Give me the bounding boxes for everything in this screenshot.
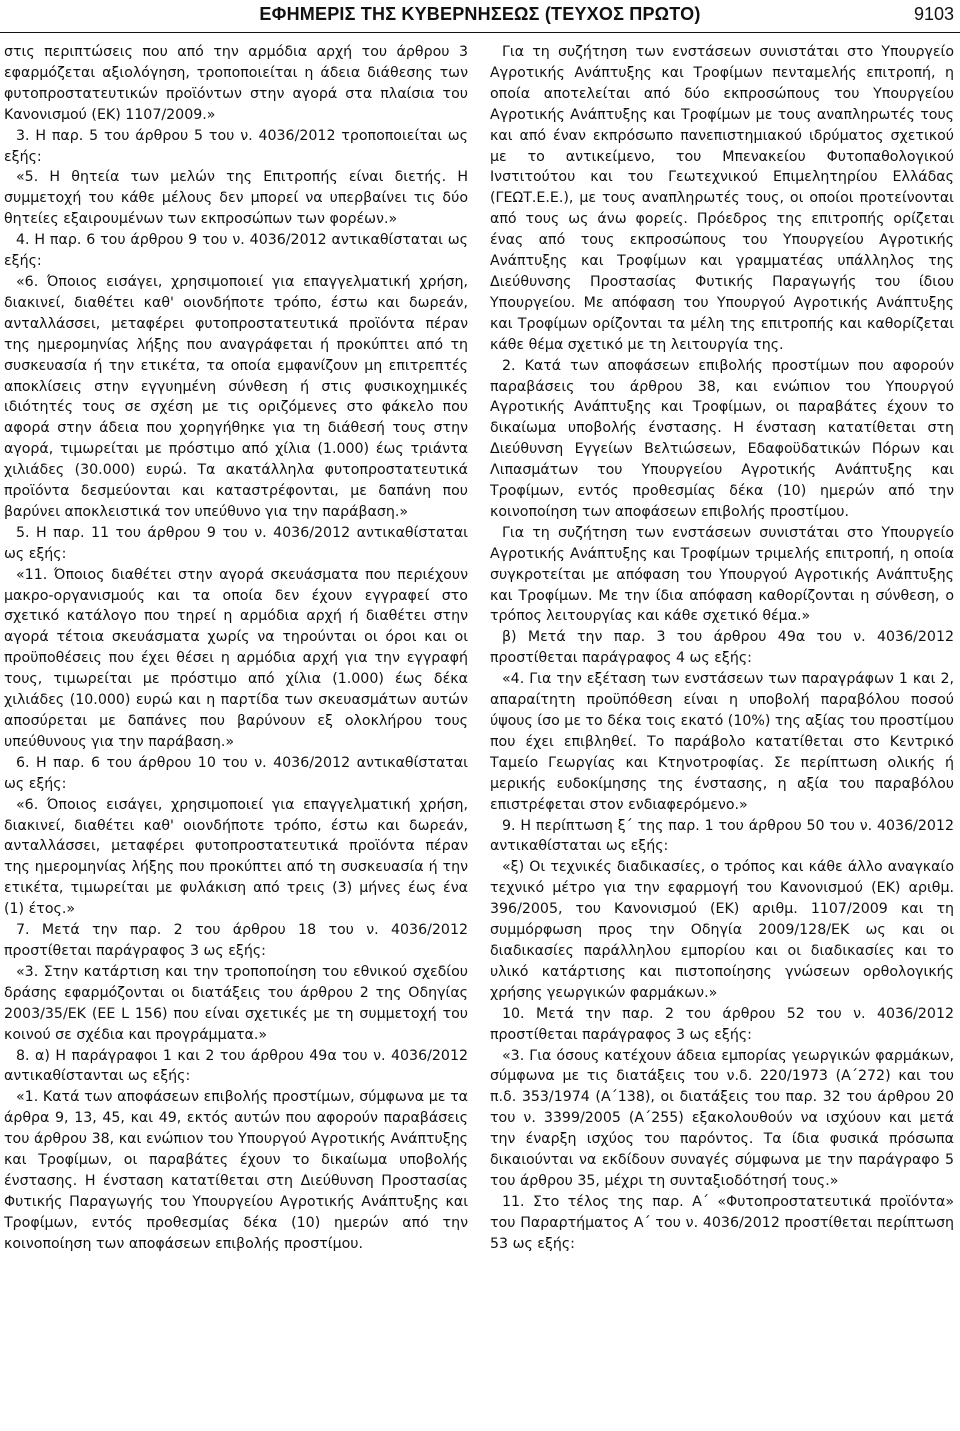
paragraph: 2. Κατά των αποφάσεων επιβολής προστίμων που αφορούν παραβάσεις του άρθρου 38, και ενώπιον του Υπουργού Αγροτικής Ανάπτυξης και Τροφίμων, οι παραβάτες έχουν το δικαίωμα υποβολής ένστασης. Η ένσταση κατατίθεται στη Διεύθυνση Εγγείων Βελτιώσεων, Εδαφοϋδατικών Πόρων και Λιπασμάτων του Υπουργείου Αγροτικής Ανάπτυξης και Τροφίμων, εντός προθεσμίας δέκα (10) ημερών από την κοινοποίηση των αποφάσεων επιβολής προστίμου. [490,357,954,520]
paragraph: «6. Όποιος εισάγει, χρησιμοποιεί για επαγγελματική χρήση, διακινεί, διαθέτει καθ' οιονδήποτε τρόπο, έστω και δωρεάν, ανταλλάσσει, μεταφέρει φυτοπροστατευτικά προϊόντα πέραν της ημερομηνίας λήξης που προκύπτει από τη συσκευασία ή την ετικέτα, τιμωρείται με φυλάκιση από τρεις (3) μήνες έως ένα (1) έτος.» [4,796,468,918]
paragraph: «4. Για την εξέταση των ενστάσεων των παραγράφων 1 και 2, απαραίτητη προϋπόθεση είναι η υποβολή παραβόλου ποσού ύψους ίσο με το δέκα τοις εκατό (10%) της αξίας του προστίμου που έχει επιβληθεί. Το παράβολο κατατίθεται στο Κεντρικό Ταμείο Γεωργίας και Κτηνοτροφίας. Σε περίπτωση ολικής ή μερικής ευδοκίμησης της ένστασης, η αξία του παραβόλου επιστρέφεται στον ενδιαφερόμενο.» [490,671,954,813]
paragraph: 9. Η περίπτωση ξ΄ της παρ. 1 του άρθρου 50 του ν. 4036/2012 αντικαθίσταται ως εξής: [490,817,954,855]
paragraph: «3. Στην κατάρτιση και την τροποποίηση του εθνικού σχεδίου δράσης εφαρμόζονται οι διατάξεις του άρθρου 2 της Οδηγίας 2003/35/ΕΚ (ΕΕ L 156) που είναι σχετικές με τη συμμετοχή του κοινού σε σχέδια και προγράμματα.» [4,963,468,1043]
paragraph: «6. Όποιος εισάγει, χρησιμοποιεί για επαγγελματική χρήση, διακινεί, διαθέτει καθ' οιονδήποτε τρόπο, έστω και δωρεάν, ανταλλάσσει, μεταφέρει φυτοπροστατευτικά προϊόντα πέραν της ημερομηνίας λήξης που αναγράφεται ή προκύπτει από τη συσκευασία ή την ετικέτα, τα οποία εμφανίζουν μη επιτρεπτές αποκλίσεις στην εγγυημένη σύνθεση ή στις φυσικοχημικές ιδιότητές τους σε σχέση με τις οριζόμενες στο φάκελο που αφορά στην άδεια που χορηγήθηκε για τη διάθεσή τους στην αγορά, τιμωρείται με πρόστιμο από χίλια (1.000) έως τριάντα χιλιάδες (30.000) ευρώ. Τα ακατάλληλα φυτοπροστατευτικά προϊόντα δεσμεύονται και καταστρέφονται, με δαπάνη που βαρύνει αποκλειστικά τον υπεύθυνο για την παράβαση.» [4,273,468,520]
paragraph: 4. Η παρ. 6 του άρθρου 9 του ν. 4036/2012 αντικαθίσταται ως εξής: [4,232,468,270]
paragraph: Για τη συζήτηση των ενστάσεων συνιστάται στο Υπουργείο Αγροτικής Ανάπτυξης και Τροφίμων πενταμελής επιτροπή, η οποία αποτελείται από δύο εκπροσώπους του Υπουργείου Αγροτικής Ανάπτυξης και Τροφίμων με τους αναπληρωτές τους και από έναν εκπρόσωπο πανεπιστημιακού ιδρύματος σχετικού με το αντικείμενο, του Μπενακείου Φυτοπαθολογικού Ινστιτούτου και του Γεωτεχνικού Επιμελητηρίου Ελλάδας (ΓΕΩΤ.Ε.Ε.), με τους αναπληρωτές τους, οι οποίοι προτείνονται από τους ως άνω φορείς. Πρόεδρος της επιτροπής ορίζεται ένας από τους εκπροσώπους του Υπουργείου Αγροτικής Ανάπτυξης και Τροφίμων και γραμματέας υπάλληλος της Διεύθυνσης Προστασίας Φυτικής Παραγωγής του ίδιου Υπουργείου. Με απόφαση του Υπουργού Αγροτικής Ανάπτυξης και Τροφίμων ορίζονται τα μέλη της επιτροπής και καθορίζεται κάθε θέμα σχετικό με τη λειτουργία της. [490,44,954,353]
paragraph: β) Μετά την παρ. 3 του άρθρου 49α του ν. 4036/2012 προστίθεται παράγραφος 4 ως εξής: [490,629,954,667]
paragraph: «3. Για όσους κατέχουν άδεια εμπορίας γεωργικών φαρμάκων, σύμφωνα με τις διατάξεις του ν.δ. 220/1973 (Α΄272) και του π.δ. 353/1974 (Α΄138), οι διατάξεις του παρ. 32 του άρθρου 20 του ν. 3399/2005 (Α΄255) εξακολουθούν να ισχύουν και μετά την έναρξη ισχύος του παρόντος. Τα ίδια φυσικά πρόσωπα δικαιούνται να εκδίδουν συναγές σύμφωνα με την παράγραφο 5 του άρθρου 35, μέχρι τη συνταξιοδότησή τους.» [490,1047,954,1189]
page-header [0,0,960,34]
paragraph: 10. Μετά την παρ. 2 του άρθρου 52 του ν. 4036/2012 προστίθεται παράγραφος 3 ως εξής: [490,1005,954,1043]
journal-title: ΕΦΗΜΕΡΙΣ ΤΗΣ ΚΥΒΕΡΝΗΣΕΩΣ (ΤΕΥΧΟΣ ΠΡΩΤΟ) [259,4,701,24]
paragraph: «1. Κατά των αποφάσεων επιβολής προστίμων, σύμφωνα με τα άρθρα 9, 13, 45, και 49, εκτός αυτών που αφορούν παραβάσεις του άρθρου 38, και ενώπιον του Υπουργού Αγροτικής Ανάπτυξης και Τροφίμων, οι παραβάτες έχουν το δικαίωμα υποβολής ένστασης. Η ένσταση κατατίθεται στη Διεύθυνση Προστασίας Φυτικής Παραγωγής του Υπουργείου Αγροτικής Ανάπτυξης και Τροφίμων, εντός προθεσμίας δέκα (10) ημερών από την κοινοποίηση των αποφάσεων επιβολής προστίμου. [4,1089,468,1252]
paragraph: 6. Η παρ. 6 του άρθρου 10 του ν. 4036/2012 αντικαθίσταται ως εξής: [4,754,468,792]
paragraph: «ξ) Οι τεχνικές διαδικασίες, ο τρόπος και κάθε άλλο αναγκαίο τεχνικό μέτρο για την εφαρμογή του Κανονισμού (ΕΚ) αριθμ. 396/2005, του Κανονισμού (ΕΚ) αριθμ. 1107/2009 και τη συμμόρφωση προς την Οδηγία 2009/128/ΕΚ ως και οι διαδικασίες παράλληλου εμπορίου και οι διαδικασίες και το υλικό κατάρτισης και πιστοποίησης γνώσεων ορθολογικής χρήσης γεωργικών φαρμάκων.» [490,859,954,1001]
paragraph: 8. α) Η παράγραφοι 1 και 2 του άρθρου 49α του ν. 4036/2012 αντικαθίστανται ως εξής: [4,1047,468,1085]
right-column [490,42,954,1427]
paragraph: 3. Η παρ. 5 του άρθρου 5 του ν. 4036/2012 τροποποιείται ως εξής: [4,127,468,165]
paragraph: Για τη συζήτηση των ενστάσεων συνιστάται στο Υπουργείο Αγροτικής Ανάπτυξης και Τροφίμων τριμελής επιτροπή, η οποία συγκροτείται με απόφαση του Υπουργού Αγροτικής Ανάπτυξης και Τροφίμων. Με την ίδια απόφαση καθορίζονται η σύνθεση, ο τρόπος λειτουργίας και κάθε σχετικό θέμα.» [490,524,954,625]
paragraph: «5. Η θητεία των μελών της Επιτροπής είναι διετής. Η συμμετοχή του κάθε μέλους δεν μπορεί να υπερβαίνει τις δύο θητείες εξαιρουμένων των εκπροσώπων των φορέων.» [4,169,468,228]
paragraph: «11. Όποιος διαθέτει στην αγορά σκευάσματα που περιέχουν μακρο-οργανισμούς και τα οποία δεν έχουν εγγραφεί στο σχετικό κατάλογο που τηρεί η αρμόδια αρχή ή διαθέτει στην αγορά τέτοια σκευάσματα χωρίς να τηρούνται οι όροι και οι προϋποθέσεις που έχει θέσει η αρμόδια αρχή για την εγγραφή τους, τιμωρείται με πρόστιμο από χίλια (1.000) έως δέκα χιλιάδες (10.000) ευρώ και η παρτίδα των σκευασμάτων αυτών αποσύρεται με δαπάνες που βαρύνουν εξ ολοκλήρου τους υπεύθυνους για την παράβαση.» [4,566,468,750]
left-column [4,42,468,1427]
page-number: 9103 [913,4,954,24]
paragraph: 11. Στο τέλος της παρ. Α΄ «Φυτοπροστατευτικά προϊόντα» του Παραρτήματος Α΄ του ν. 4036/2012 προστίθεται περίπτωση 53 ως εξής: [490,1193,954,1252]
paragraph: στις περιπτώσεις που από την αρμόδια αρχή του άρθρου 3 εφαρμόζεται αξιολόγηση, τροποποιείται η άδεια διάθεσης των φυτοπροστατευτικών προϊόντων στην αγορά στα πλαίσια του Κανονισμού (ΕΚ) 1107/2009.» [4,44,468,123]
paragraph: 5. Η παρ. 11 του άρθρου 9 του ν. 4036/2012 αντικαθίσταται ως εξής: [4,524,468,562]
header-rule [0,32,960,33]
paragraph: 7. Μετά την παρ. 2 του άρθρου 18 του ν. 4036/2012 προστίθεται παράγραφος 3 ως εξής: [4,922,468,959]
